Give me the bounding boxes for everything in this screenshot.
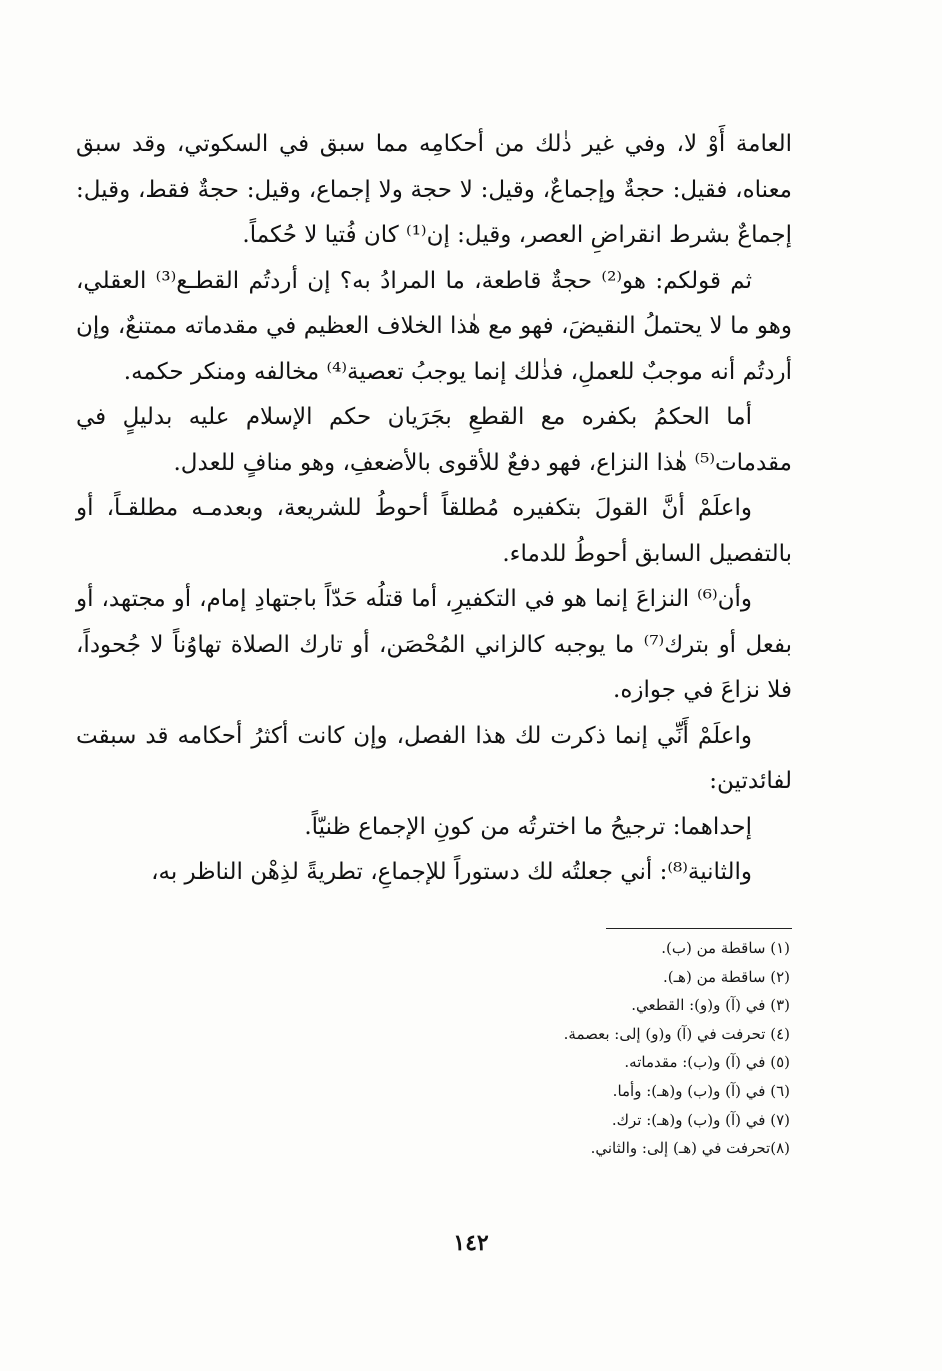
footnote-3: (٣) في (آ) و(و): القطعي. [631, 996, 790, 1015]
footnote-8: (٨)تحرفت في (هـ) إلى: والثاني. [590, 1139, 790, 1158]
footnote-divider [606, 928, 792, 929]
footnote-4: (٤) تحرفت في (آ) و(و) إلى: بعصمة. [563, 1024, 790, 1043]
footnote-5: (٥) في (آ) و(ب): مقدماته. [624, 1053, 790, 1072]
paragraph-7: إحداهما: ترجيحُ ما اخترتُه من كونِ الإجماع ظنيّاً. [304, 813, 752, 840]
paragraph-1: العامة أَوْ لا، وفي غير ذٰلك من أحكامِه مما سبق في السكوتي، وقد سبق معناه، فقيل: حجةٌ وإجماعٌ، وقيل: لا حجة ولا إجماع، وقيل: حجةٌ فقط، وقيل: إجماعٌ بشرط انقراضِ العصر، وقيل: إن⁽¹⁾ كان فُتيا لا حُكماً. [76, 131, 792, 248]
paragraph-8: والثانية⁽⁸⁾: أني جعلتُه لك دستوراً للإجماعِ، تطريةً لذِهْن الناظر به، [151, 859, 752, 885]
paragraph-3: أما الحكمُ بكفره مع القطعِ بجَرَيان حكم الإسلام عليه بدليلٍ في مقدمات⁽⁵⁾ هٰذا النزاع، فهو دفعٌ للأقوى بالأضعفِ، وهو منافٍ للعدل. [76, 404, 792, 476]
main-text [76, 122, 792, 896]
footnote-6: (٦) في (آ) و(ب) و(هـ): وأما. [612, 1081, 790, 1100]
footnotes [390, 934, 790, 1163]
paragraph-2: ثم قولكم: هو⁽²⁾ حجةٌ قاطعة، ما المرادُ به؟ إن أردتُم القطـع⁽³⁾ العقلي، وهو ما لا يحتملُ النقيضَ، فهو مع هٰذا الخلاف العظيم في مقدماته ممتنعٌ، وإن أردتُم أنه موجبٌ للعملِ، فذٰلك إنما يوجبُ تعصية⁽⁴⁾ مخالفه ومنكر حكمه. [76, 267, 792, 385]
footnote-7: (٧) في (آ) و(ب) و(هـ): ترك. [611, 1110, 790, 1129]
page-number: ١٤٢ [453, 1230, 489, 1256]
footnote-2: (٢) ساقطة من (هـ). [663, 967, 790, 986]
footnote-1: (١) ساقطة من (ب). [661, 939, 790, 957]
paragraph-6: واعلَمْ أَنِّي إنما ذكرت لك هذا الفصل، وإن كانت أكثرُ أحكامه قد سبقت لفائدتين: [76, 722, 792, 794]
paragraph-5: وأن⁽⁶⁾ النزاعَ إنما هو في التكفيرِ، أما قتلُه حَدّاً باجتهادِ إمام، أو مجتهد، أو بفعل أو بترك⁽⁷⁾ ما يوجبه كالزاني المُحْصَن، أو تارك الصلاة تهاوُناً لا جُحوداً، فلا نزاعَ في جوازه. [76, 586, 792, 703]
paragraph-4: واعلَمْ أنَّ القولَ بتكفيره مُطلقاً أحوطُ للشريعة، وبعدمـه مطلقـاً، أو بالتفصيل السابق أحوطُ للدماء. [76, 495, 792, 567]
